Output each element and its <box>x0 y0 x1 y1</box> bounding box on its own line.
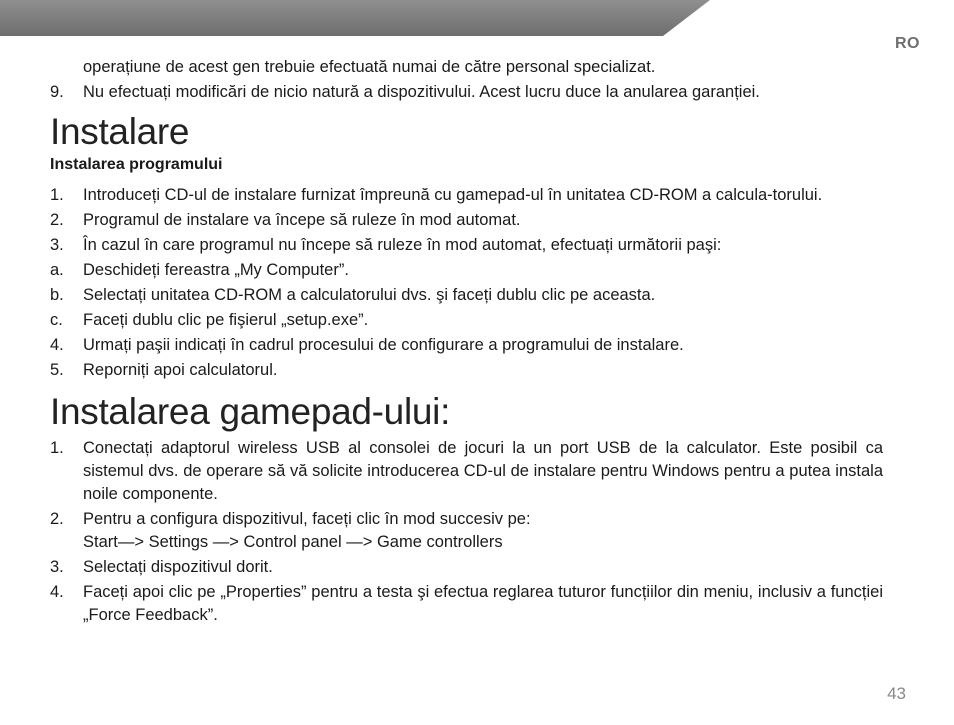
list-text: Nu efectuați modificări de nicio natură a dispozitivului. Acest lucru duce la anularea garanției. <box>83 83 760 101</box>
list-item <box>50 359 883 382</box>
list-item <box>50 234 883 257</box>
continuation-line: operațiune de acest gen trebuie efectuată numai de către personal specializat. <box>83 58 656 76</box>
install-gamepad-list <box>50 437 883 627</box>
page-content <box>50 56 883 629</box>
list-text: Introduceți CD-ul de instalare furnizat împreună cu gamepad-ul în unitatea CD-ROM a calcula-torului. <box>83 186 823 204</box>
list-item <box>50 556 883 579</box>
list-number: 4. <box>50 336 64 354</box>
install-program-list <box>50 184 883 382</box>
list-number: 9. <box>50 83 64 101</box>
list-item <box>50 309 883 332</box>
list-number: 1. <box>50 186 64 204</box>
list-number: a. <box>50 261 64 279</box>
list-item <box>50 284 883 307</box>
list-item <box>50 581 883 627</box>
list-item <box>50 184 883 207</box>
list-item <box>50 508 883 554</box>
page-number: 43 <box>887 684 906 703</box>
list-text: Selectați dispozitivul dorit. <box>83 558 273 576</box>
list-number: c. <box>50 311 63 329</box>
list-text: Selectați unitatea CD-ROM a calculatorului dvs. şi faceți dublu clic pe aceasta. <box>83 286 656 304</box>
section-title-instalare: Instalare <box>50 111 190 152</box>
list-number: 5. <box>50 361 64 379</box>
list-item <box>50 437 883 506</box>
list-number: 4. <box>50 583 64 601</box>
section-subtitle: Instalarea programului <box>50 156 223 173</box>
list-number: 3. <box>50 558 64 576</box>
list-text: Conectați adaptorul wireless USB al consolei de jocuri la un port USB de la calculator. Este posibil ca sistemul dvs. de operare să vă solicite introducerea CD-ul de instalare pentru Windows pentru a putea instala noile componente. <box>83 439 883 503</box>
list-text: Faceți apoi clic pe „Properties” pentru a testa şi efectua reglarea tuturor funcțiilor din meniu, inclusiv a funcției „Force Feedback”. <box>83 583 883 624</box>
list-number: b. <box>50 286 64 304</box>
header-band <box>0 0 710 36</box>
list-number: 2. <box>50 211 64 229</box>
menu-path: Start—> Settings —> Control panel —> Game controllers <box>83 533 503 551</box>
list-item <box>50 334 883 357</box>
list-item <box>50 209 883 232</box>
list-text: Urmați paşii indicați în cadrul procesului de configurare a programului de instalare. <box>83 336 684 354</box>
list-text: Programul de instalare va începe să ruleze în mod automat. <box>83 211 521 229</box>
list-item <box>50 81 883 104</box>
list-number: 3. <box>50 236 64 254</box>
section-title-gamepad: Instalarea gamepad-ului: <box>50 391 451 432</box>
list-text: Reporniți apoi calculatorul. <box>83 361 278 379</box>
list-text: Deschideți fereastra „My Computer”. <box>83 261 349 279</box>
list-text: În cazul în care programul nu începe să ruleze în mod automat, efectuați următorii paşi: <box>83 236 722 254</box>
list-number: 1. <box>50 439 64 457</box>
list-text: Faceți dublu clic pe fişierul „setup.exe”. <box>83 311 369 329</box>
list-number: 2. <box>50 510 64 528</box>
list-item <box>50 259 883 282</box>
language-code: RO <box>895 35 920 52</box>
list-text: Pentru a configura dispozitivul, faceți clic în mod succesiv pe: <box>83 510 531 528</box>
